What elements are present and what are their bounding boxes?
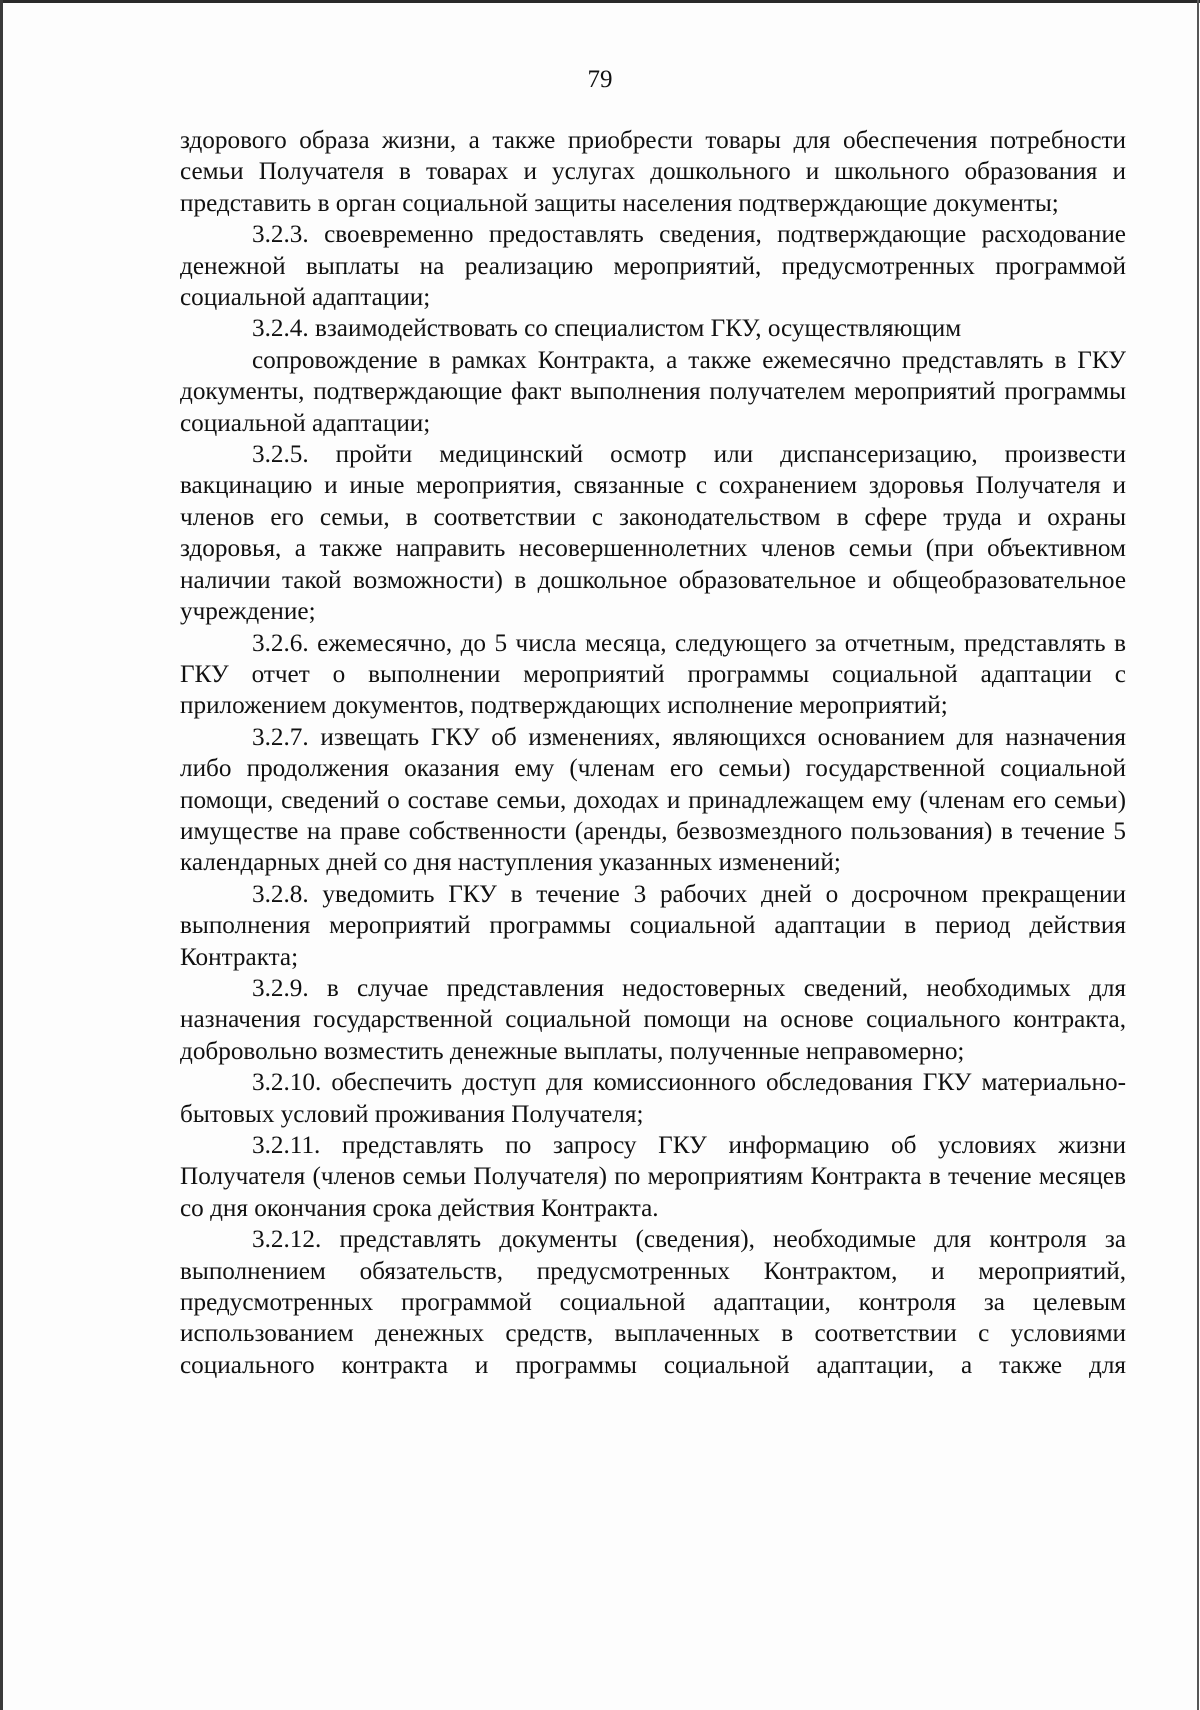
paragraph-3-2-3: 3.2.3. своевременно предоставлять сведения, подтверждающие расходование денежной выплаты на реализацию мероприятий, предусмотренных программой социальной адаптации;	[180, 221, 1126, 312]
paragraph-3-2-6: 3.2.6. ежемесячно, до 5 числа месяца, следующего за отчетным, представлять в ГКУ отчет о выполнении мероприятий программы социальной адаптации с приложением документов, подтверждающих исполнение мероприятий;	[180, 629, 1126, 720]
document-body	[180, 125, 1126, 1381]
paragraph-3-2-4: 3.2.4. взаимодействовать со специалистом ГКУ, осуществляющим	[252, 315, 962, 343]
paragraph-3-2-11: 3.2.11. представлять по запросу ГКУ информацию об условиях жизни Получателя (членов семьи Получателя) по мероприятиям Контракта в течение месяцев со дня окончания срока действия Контракта.	[180, 1132, 1126, 1222]
paragraph-3-2-4-continuation: сопровождение в рамках Контракта, а также ежемесячно представлять в ГКУ документы, подтверждающие факт выполнения получателем мероприятий программы социальной адаптации;	[180, 346, 1126, 437]
paragraph-continuation: здорового образа жизни, а также приобрести товары для обеспечения потребности семьи Получателя в товарах и услугах дошкольного и школьного образования и представить в орган социальной защиты населения подтверждающие документы;	[180, 127, 1126, 217]
scan-edge-left	[0, 0, 3, 1710]
paragraph-3-2-8: 3.2.8. уведомить ГКУ в течение 3 рабочих дней о досрочном прекращении выполнения мероприятий программы социальной адаптации в период действия Контракта;	[180, 880, 1126, 971]
scan-edge-top	[0, 0, 1200, 3]
paragraph-3-2-10: 3.2.10. обеспечить доступ для комиссионного обследования ГКУ материально-бытовых условий проживания Получателя;	[180, 1069, 1126, 1128]
scan-edge-right	[1197, 0, 1199, 1710]
paragraph-3-2-12: 3.2.12. представлять документы (сведения), необходимые для контроля за выполнением обязательств, предусмотренных Контрактом, и мероприятий, предусмотренных программой социальной адаптации, контроля за целевым использованием денежных средств, выплаченных в соответствии с условиями социального контракта и программы социальной адаптации, а также для	[180, 1226, 1126, 1379]
paragraph-3-2-9: 3.2.9. в случае представления недостоверных сведений, необходимых для назначения государственной социальной помощи на основе социального контракта, добровольно возместить денежные выплаты, полученные неправомерно;	[180, 974, 1126, 1065]
paragraph-3-2-7: 3.2.7. извещать ГКУ об изменениях, являющихся основанием для назначения либо продолжения оказания ему (членам его семьи) государственной социальной помощи, сведений о составе семьи, доходах и принадлежащем ему (членам его семьи) имуществе на праве собственности (аренды, безвозмездного пользования) в течение 5 календарных дней со дня наступления указанных изменений;	[180, 723, 1126, 877]
page-number: 79	[587, 66, 613, 93]
paragraph-3-2-5: 3.2.5. пройти медицинский осмотр или диспансеризацию, произвести вакцинацию и иные мероприятия, связанные с сохранением здоровья Получателя и членов его семьи, в соответствии с законодательством в сфере труда и охраны здоровья, а также направить несовершеннолетних членов семьи (при объективном наличии такой возможности) в дошкольное образовательное и общеобразовательное учреждение;	[180, 441, 1126, 626]
